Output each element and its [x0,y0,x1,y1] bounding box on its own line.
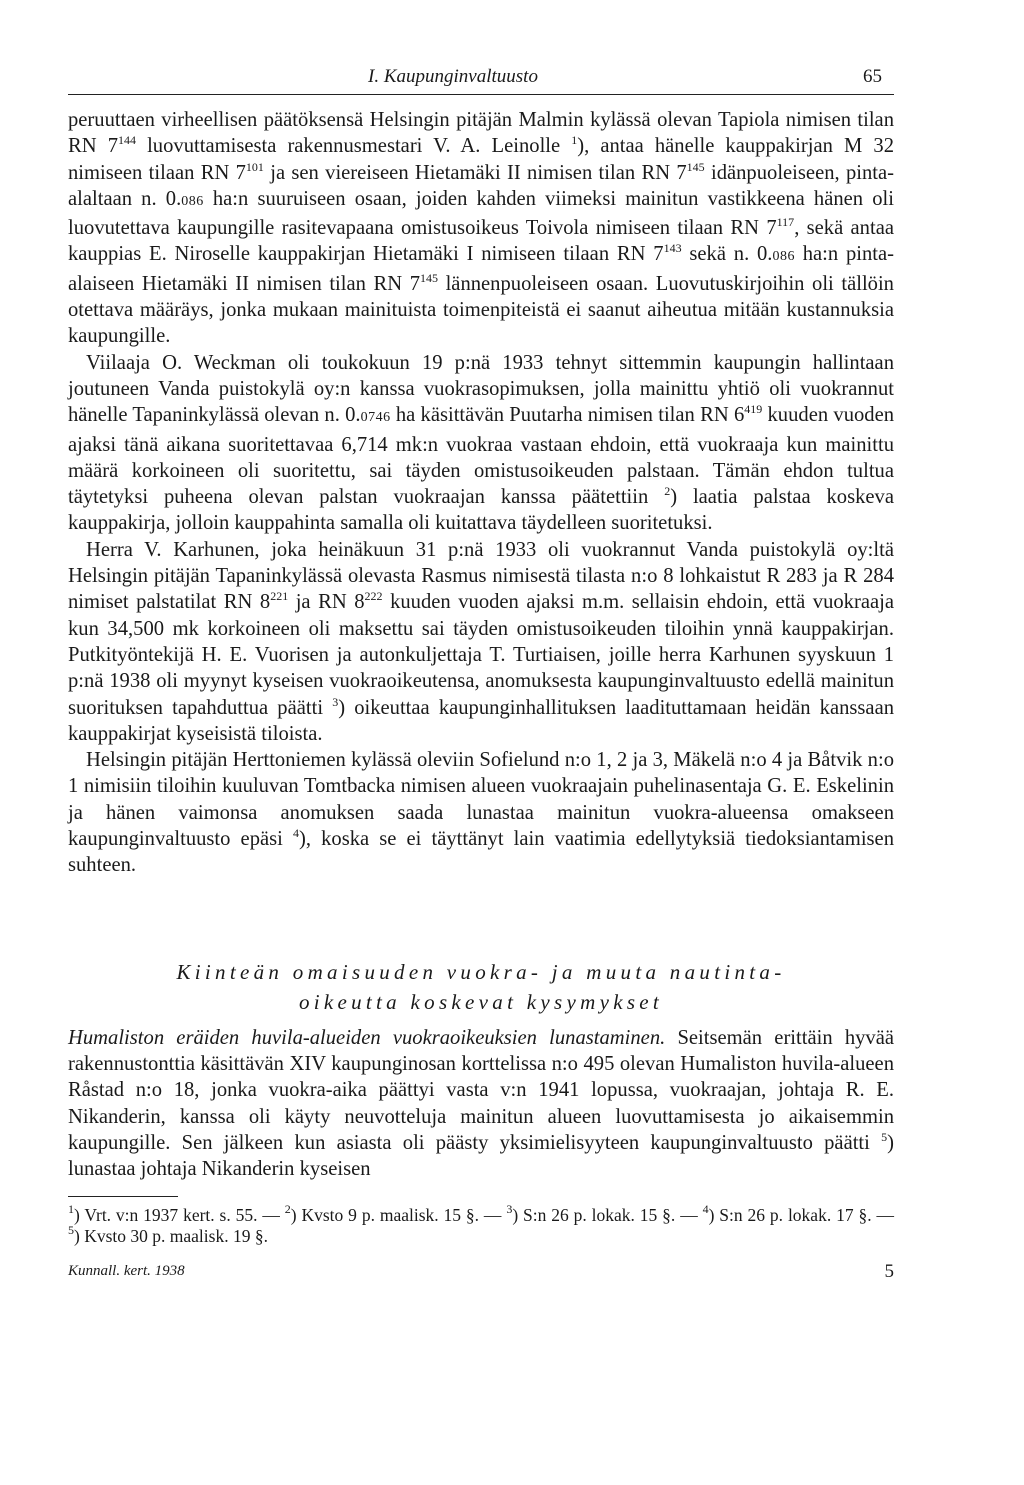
footnote-text: ) S:n 26 p. lokak. 15 §. — [512,1205,703,1226]
text-run: ja RN 8 [288,591,365,614]
sub-heading: Humaliston eräiden huvila-alueiden vuokraoikeuksien lunastaminen. [68,1026,666,1049]
paragraph-2 [68,350,894,537]
text-run: lännenpuoleiseen osaan. Luovutuskirjoihin oli tällöin otettava määräys, jonka mukaan mainituista toimenpiteistä ei saanut aiheutua mitään kustannuksia kaupungille. [68,272,894,348]
paragraph-4 [68,747,894,878]
text-run: Herra V. Karhunen, joka heinäkuun 31 p:nä 1933 oli vuokrannut Vanda puistokylä oy:ltä Helsingin pitäjän Tapaninkylässä olevasta Rasmus nimisestä tilasta n:o 8 lohkaistut R 283 ja R 284 nimiset palstatilat RN 8 [68,538,894,614]
footnotes [68,1202,894,1247]
footnote-mark: 1 [68,1202,74,1217]
section-heading-line-2: oikeutta koskevat kysymykset [298,989,664,1014]
superscript: 419 [744,402,763,417]
text-run: ha käsittävän Puutarha nimisen tilan RN 6 [390,404,745,427]
footnote-text: ) Vrt. v:n 1937 kert. s. 55. — [74,1205,285,1226]
superscript: 117 [776,215,795,230]
text-run: ha:n suuruiseen osaan, joiden kahden viimeksi mainitun vastikkeena hänen oli luovutettava kaupungille rasitevapaana omistusoikeus Toivola nimiseen tilaan RN 7 [68,187,894,240]
paragraph-3 [68,537,894,747]
superscript: 143 [663,241,682,256]
running-header [68,60,894,95]
text-run: Seitsemän erittäin hyvää rakennustonttia käsittävän XIV kaupunginosan korttelissa n:o 495 olevan Humaliston huvila-alueen Råstad n:o 18, jonka vuokra-aika päättyi vasta v:n 1941 lopussa, vuokraajan, johtaja R. E. Nikanderin, kanssa oli käyty neuvotteluja mainitun alueen luovuttamisesta jo aikaisemmin kaupungille. Sen jälkeen kun asiasta oli päästy yksimielisyyteen kaupunginvaltuusto päätti [68,1026,894,1154]
footnote-mark: 3 [506,1202,513,1217]
text-run: Helsingin pitäjän Herttoniemen kylässä oleviin Sofielund n:o 1, 2 ja 3, Mäkelä n:o 4 ja Båtvik n:o 1 nimisiin tiloihin kuuluvan Tomtbacka nimisen alueen vuokraajain puhelinasentaja G. E. Eskelinin ja hänen vaimonsa anomuksen saada lunastaa mainitun vuokra-alueensa omakseen kaupunginvaltuusto epäsi [68,749,894,851]
superscript: 222 [364,589,383,604]
footnote-ref: 4 [292,826,299,841]
footnote-text: ) Kvsto 9 p. maalisk. 15 §. — [290,1205,507,1226]
footnote-mark: 4 [702,1202,709,1217]
text-run: luovuttamisesta rakennusmestari V. A. Leinolle [136,135,572,158]
text-run: ), antaa hänelle kauppakirjan M 32 nimiseen tilaan RN 7 [68,135,894,184]
printer-signature: Kunnall. kert. 1938 [68,1263,185,1280]
footnote-mark: 5 [68,1223,74,1238]
footnote-ref: 2 [664,484,671,499]
superscript: 145 [686,159,705,174]
section-heading-line-1: Kiinteän omaisuuden vuokra- ja muuta nautinta- [176,959,786,984]
text-run: , sekä antaa kauppias E. Niroselle kauppakirjan Hietamäki I nimiseen tilaan RN 7 [68,217,894,266]
footnote-rule [68,1196,178,1197]
document-page [68,60,894,1287]
sheet-number: 5 [884,1261,894,1283]
text-run: ja sen viereiseen Hietamäki II nimisen tilan RN 7 [263,161,687,184]
body-text [68,107,894,879]
text-run: kuuden vuoden ajaksi tänä aikana suoritettavaa 6,714 mk:n vuokraa vastaan ehdoin, että vuokraaja kun mainittu määrä korkoineen oli suoritettu, sai täyden omistusoikeuden palstaan. Tämän ehdon tultua täytetyksi puheena olevan palstan vuokraajan kanssa päätettiin [68,404,895,509]
section-body [68,1025,894,1183]
footnote-text: ) Kvsto 30 p. maalisk. 19 §. [74,1226,268,1247]
footnote-text: ) S:n 26 p. lokak. 17 §. — [708,1205,894,1226]
page-footer [68,1257,894,1287]
superscript: 144 [118,133,136,148]
text-run: ) oikeuttaa kaupunginhallituksen laadituttamaan heidän kanssaan kauppakirjat kyseisistä tiloista. [68,696,895,745]
text-run: ha:n pinta-alaiseen Hietamäki II nimisen tilan RN 7 [68,243,895,295]
footnote-ref: 3 [332,694,339,709]
text-run: ) lunastaa johtaja Nikanderin kyseisen [68,1131,894,1181]
text-run: kuuden vuoden ajaksi m.m. sellaisin ehdoin, että vuokraaja kun 34,500 mk korkoineen oli maksettu sai täyden omistusoikeuden tiloihin ynnä kauppakirjan. Putkityöntekijä H. E. Vuorisen ja autonkuljettaja T. Turtiaisen, joille herra Karhunen syyskuun 1 p:nä 1938 oli myynyt kyseisen vuokraoikeutensa, anomuksesta kaupunginvaltuusto edellä mainitun suorituksen tapahduttua päätti [68,591,894,719]
text-run: Viilaaja O. Weckman oli toukokuun 19 p:nä 1933 tehnyt sittemmin kaupungin hallintaan joutuneen Vanda puistokylä oy:n kanssa vuokrasopimuksen, jolla mainittu yhtiö oli vuokrannut hänelle Tapaninkylässä olevan n. 0. [68,351,894,427]
page-number: 65 [863,66,882,87]
text-run: ), koska se ei täyttänyt lain vaatimia edellytyksiä tiedoksiantamisen suhteen. [68,828,894,877]
section-paragraph [68,1025,894,1183]
paragraph-1 [68,107,894,350]
superscript: 101 [245,159,264,174]
text-run: ) laatia palstaa koskeva kauppakirja, jolloin kauppahinta samalla oli kuitattava täydelleen suoritetuksi. [68,486,894,535]
small-number: 086 [772,249,795,265]
footnote-mark: 2 [284,1202,291,1217]
small-number: 086 [181,193,204,209]
footnote-ref: 5 [881,1129,888,1144]
footnote-ref: 1 [571,133,578,148]
running-header-title: I. Kaupunginvaltuusto [368,66,538,87]
text-run: idänpuoleiseen, pinta-alaltaan n. 0. [68,161,894,210]
superscript: 221 [270,589,289,604]
section-heading [68,957,894,1017]
text-run: sekä n. 0. [681,243,773,266]
text-run: peruuttaen virheellisen päätöksensä Helsingin pitäjän Malmin kylässä olevan Tapiola nimisen tilan RN 7 [68,109,894,158]
superscript: 145 [420,270,438,285]
small-number: 0746 [360,410,391,426]
